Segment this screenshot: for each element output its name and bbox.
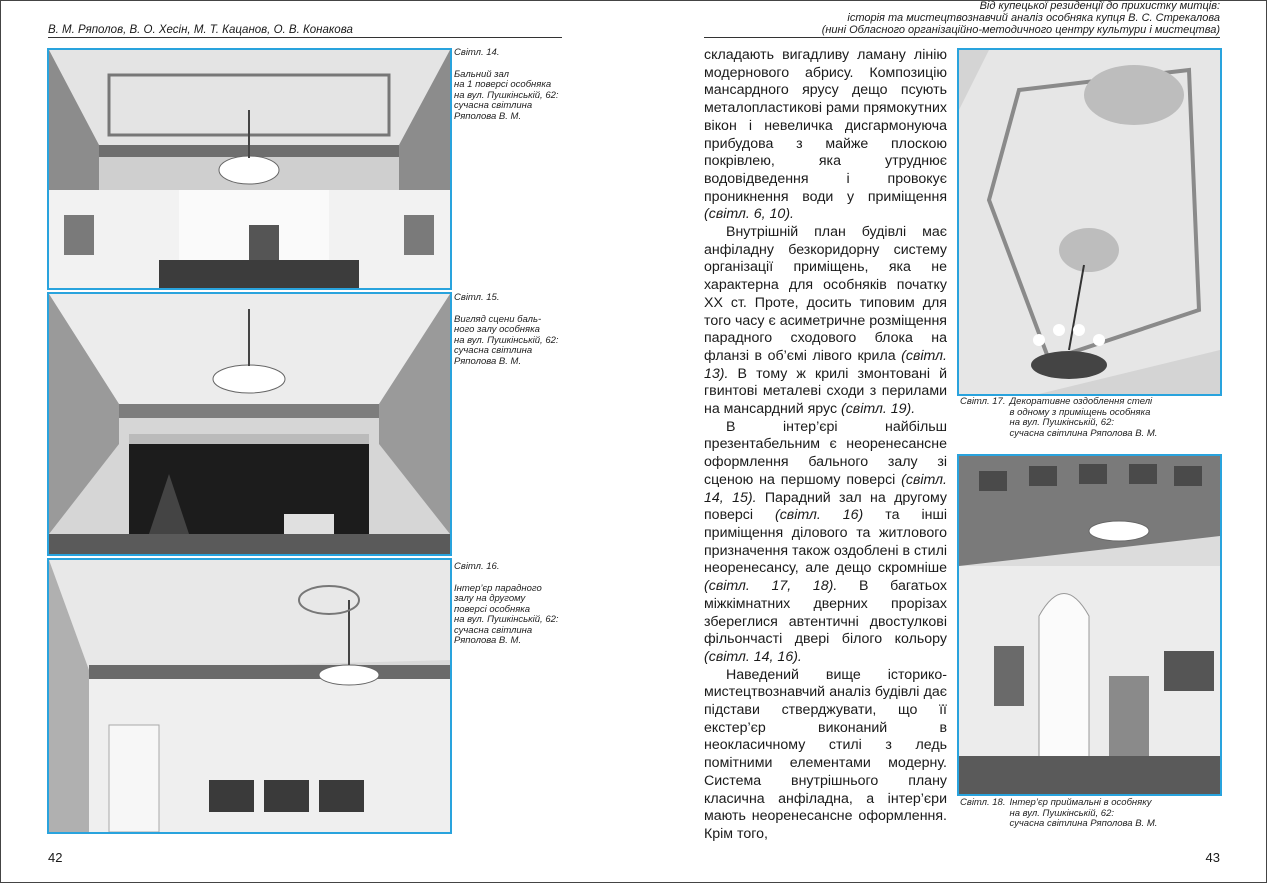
running-header-title (700, 0, 1220, 36)
caption-fig14 (454, 48, 574, 122)
caption-fig15-number: Світл. 15. (454, 292, 500, 303)
paragraph-2-text-b: В тому ж крилі змонтовані й гвинтові металеві сходи з перилами на мансардний ярус (704, 365, 947, 418)
paragraph-1 (704, 47, 947, 224)
header-title-line-1: Від купецької резиденції до прихистку митців: (979, 0, 1220, 12)
header-title-line-2: історія та мистецтвознавчий аналіз особняка купця В. С. Стрекалова (847, 12, 1220, 24)
caption-fig15-line: на вул. Пушкінській, 62: (454, 334, 559, 346)
running-header-authors: В. М. Ряполов, В. О. Хесін, М. Т. Кацанов, О. В. Конакова (48, 24, 353, 36)
caption-fig15-line: Вигляд сцени баль- (454, 313, 542, 325)
caption-fig16-line: Ряполова В. М. (454, 635, 522, 646)
header-rule-left (48, 37, 562, 38)
caption-fig17-line: на вул. Пушкінській, 62: (1009, 417, 1115, 428)
paragraph-4: Наведений вище історико-мистецтвознавчий аналіз будівлі дає підстави стверджувати, що її екстер’єр виконаний в неокласичному стилі з ледь помітними елементами модерну. Система внутрішнього плану класична анфіладна, а інтер’єри мають неоренесансне оформлення. Крім того, (704, 666, 947, 842)
caption-fig17-line: сучасна світлина Ряполова В. М. (1009, 427, 1158, 439)
caption-fig16-line: Інтер’єр парадного (454, 582, 542, 594)
figure-reference: (світл. 13). (704, 347, 947, 382)
caption-fig15-line: ного залу особняка (454, 324, 540, 335)
caption-fig18-line: на вул. Пушкінській, 62: (1009, 807, 1115, 819)
photo-reception (957, 454, 1222, 796)
figure-reference: (світл. 19). (840, 401, 916, 418)
caption-fig18-line: сучасна світлина Ряполова В. М. (1009, 818, 1158, 829)
ballroom-image (49, 50, 450, 288)
paragraph-3-text: В інтер’єрі найбільш презентабельним є неоренесансне оформлення бального залу зі сценою на першому поверсі (704, 418, 947, 488)
paragraph-2-text: Внутрішній план будівлі має анфіладну безкоридорну систему організації приміщень, яка не характерна для особняків початку ХХ ст. Проте, досить типовим для того часу є асиметричне розміщення парадного сходового блока на фланзі в об’ємі лівого крила (704, 224, 947, 364)
caption-fig16-line: на вул. Пушкінській, 62: (454, 614, 559, 625)
caption-fig15-line: сучасна світлина (454, 345, 533, 356)
caption-fig17-line: Декоративне оздоблення стелі (1009, 396, 1153, 407)
caption-fig18-line: Інтер’єр приймальні в особняку (1009, 797, 1152, 808)
figure-reference: (світл. 14, 16). (704, 648, 802, 665)
caption-fig18-number: Світл. 18. (960, 797, 1006, 808)
paragraph-2 (704, 224, 947, 419)
header-title-line-3: (нині Обласного організаційно-методичного центру культури і мистецтва) (821, 24, 1220, 36)
caption-fig14-line: Ряполова В. М. (454, 110, 522, 122)
caption-fig15-line: Ряполова В. М. (454, 355, 522, 367)
caption-fig16-line: поверсі особняка (454, 603, 531, 615)
caption-fig15 (454, 293, 574, 367)
body-text (704, 47, 947, 844)
photo-second-floor-hall (47, 558, 452, 834)
figure-reference: (світл. 6, 10). (704, 206, 794, 223)
header-rule-right (704, 37, 1220, 38)
caption-fig14-line: сучасна світлина (454, 100, 533, 111)
paragraph-3-text-d: В багатьох міжкімнатних дверних прорізах збереглися автентичні двостулкові фільончасті двері білого кольору (704, 578, 947, 648)
ceiling-image (959, 50, 1220, 394)
photo-ballroom (47, 48, 452, 290)
caption-fig16-line: сучасна світлина (454, 624, 533, 636)
caption-fig17-number: Світл. 17. (960, 396, 1006, 407)
photo-ceiling (957, 48, 1222, 396)
hall-image (49, 560, 450, 832)
caption-fig17-line: в одному з приміщень особняка (1009, 406, 1151, 418)
paragraph-3-text-c: та інші приміщення ділового та житлового призначення також оздоблені в стилі неоренесансу, але дещо скромніше (704, 507, 947, 577)
caption-fig16-line: залу на другому (454, 593, 526, 604)
page-number-right: 43 (1205, 850, 1220, 865)
figure-reference: (світл. 14, 15). (704, 471, 947, 506)
caption-fig16 (454, 562, 579, 647)
figure-reference: (світл. 16) (774, 507, 864, 524)
caption-fig17 (960, 397, 1220, 439)
reception-image (959, 456, 1220, 794)
photo-stage (47, 292, 452, 556)
page-number-left: 42 (48, 850, 63, 865)
caption-fig18 (960, 798, 1220, 830)
caption-fig18-body (1009, 798, 1157, 830)
figure-reference: (світл. 17, 18). (704, 578, 838, 595)
paragraph-1-text: складають вигадливу ламану лінію модернового абрису. Композицію мансардного ярусу дещо псують металопластикові рами прямокутних вікон і невеличка дисгармонуюча прибудова з майже плоскою покрівлею, яка утруднює водовідведення і провокує проникнення води у приміщення (704, 47, 947, 205)
caption-fig17-row (960, 397, 1220, 439)
paragraph-3-text-b: Парадний зал на другому поверсі (704, 489, 947, 524)
caption-fig14-line: на 1 поверсі особняка (454, 79, 552, 90)
caption-fig14-line: Бальний зал (454, 68, 509, 80)
caption-fig14-line: на вул. Пушкінській, 62: (454, 89, 559, 101)
caption-fig14-number: Світл. 14. (454, 47, 500, 58)
caption-fig18-row (960, 798, 1220, 830)
paragraph-3 (704, 419, 947, 667)
caption-fig17-body (1009, 397, 1157, 439)
stage-image (49, 294, 450, 554)
caption-fig16-number: Світл. 16. (454, 561, 500, 572)
